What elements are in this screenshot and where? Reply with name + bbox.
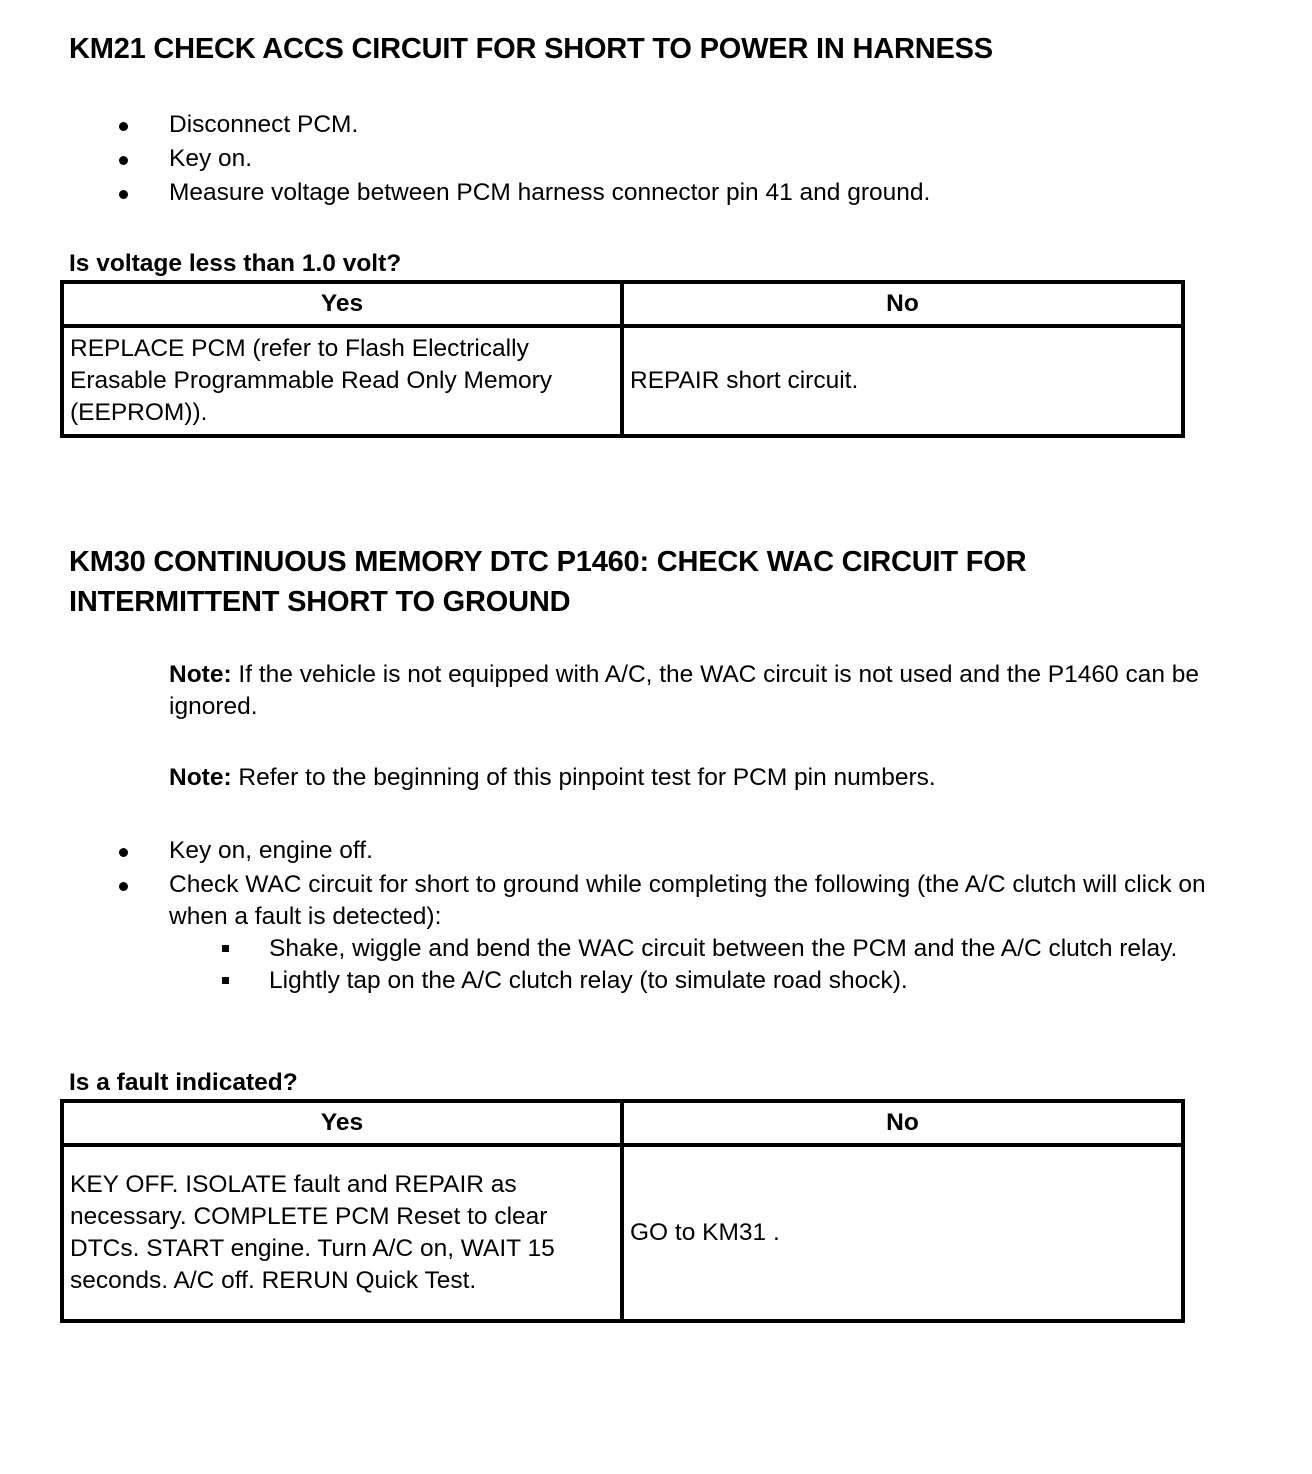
bullet-icon	[119, 882, 128, 891]
step-text: Measure voltage between PCM harness connector pin 41 and ground.	[169, 179, 931, 206]
list-item	[0, 835, 1259, 869]
heading-line-2: INTERMITTENT SHORT TO GROUND	[69, 586, 571, 618]
km21-steps-list	[0, 109, 1259, 211]
step-text: Key on, engine off.	[169, 837, 373, 864]
heading-line-1: KM30 CONTINUOUS MEMORY DTC P1460: CHECK WAC CIRCUIT FOR	[69, 546, 1027, 578]
note-text: If the vehicle is not equipped with A/C, the WAC circuit is not used and the P1460 can be ignored.	[169, 661, 1200, 720]
list-item	[0, 109, 1259, 143]
list-item	[0, 177, 1259, 211]
yes-header: Yes	[62, 1101, 622, 1145]
km30-decision-table	[60, 1099, 1185, 1323]
no-cell: REPAIR short circuit.	[622, 326, 1183, 436]
bullet-icon	[119, 156, 128, 165]
substeps-list	[169, 933, 1259, 997]
table-row	[62, 1145, 1183, 1321]
table-header-row	[62, 282, 1183, 326]
km21-decision-table	[60, 280, 1185, 438]
section-heading-km30	[69, 542, 1026, 622]
substep-text: Shake, wiggle and bend the WAC circuit between the PCM and the A/C clutch relay.	[269, 935, 1178, 962]
km30-question: Is a fault indicated?	[69, 1069, 298, 1096]
bullet-icon	[119, 848, 128, 857]
note-pin-numbers	[169, 762, 1269, 794]
km21-question: Is voltage less than 1.0 volt?	[69, 250, 402, 277]
no-header: No	[622, 1101, 1183, 1145]
substep-text: Lightly tap on the A/C clutch relay (to simulate road shock).	[269, 967, 908, 994]
table-row	[62, 326, 1183, 436]
note-label: Note:	[169, 661, 232, 688]
list-item	[0, 869, 1259, 997]
yes-cell: REPLACE PCM (refer to Flash Electrically Erasable Programmable Read Only Memory (EEPROM)).	[62, 326, 622, 436]
no-cell: GO to KM31 .	[622, 1145, 1183, 1321]
square-bullet-icon	[222, 945, 229, 952]
list-item	[0, 143, 1259, 177]
note-ac-equipped	[169, 659, 1269, 723]
yes-cell: KEY OFF. ISOLATE fault and REPAIR as necessary. COMPLETE PCM Reset to clear DTCs. START engine. Turn A/C on, WAIT 15 seconds. A/C off. RERUN Quick Test.	[62, 1145, 622, 1321]
square-bullet-icon	[222, 977, 229, 984]
step-text: Key on.	[169, 145, 253, 172]
bullet-icon	[119, 122, 128, 131]
no-header: No	[622, 282, 1183, 326]
table-header-row	[62, 1101, 1183, 1145]
sub-list-item	[169, 965, 1259, 997]
step-text: Disconnect PCM.	[169, 111, 359, 138]
sub-list-item	[169, 933, 1259, 965]
yes-header: Yes	[62, 282, 622, 326]
note-label: Note:	[169, 764, 232, 791]
km30-steps-list	[0, 835, 1259, 997]
note-text: Refer to the beginning of this pinpoint test for PCM pin numbers.	[231, 764, 936, 791]
step-text: Check WAC circuit for short to ground while completing the following (the A/C clutch will click on when a fault is detected):	[169, 871, 1206, 930]
section-heading-km21: KM21 CHECK ACCS CIRCUIT FOR SHORT TO POWER IN HARNESS	[69, 33, 993, 65]
bullet-icon	[119, 190, 128, 199]
